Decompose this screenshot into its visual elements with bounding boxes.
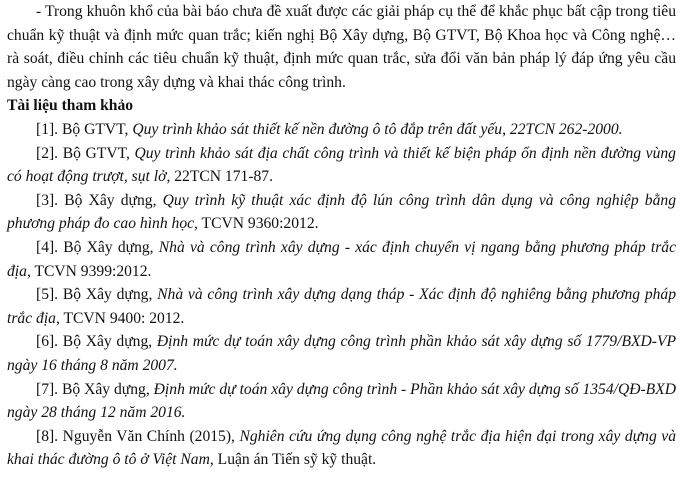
reference-title: Nghiên cứu ứng dụng công nghệ trắc địa hiện đại trong xây dựng và khai thác đường ô tô ở Việt Nam <box>7 427 677 469</box>
reference-item-6 <box>7 330 676 377</box>
reference-tail: , TCVN 9399:2012. <box>26 262 152 280</box>
reference-author: Bộ Xây dựng, <box>58 238 159 256</box>
reference-author: Bộ Xây dựng, <box>58 191 163 209</box>
reference-title: Nhà và công trình xây dựng - xác định chuyển vị ngang bằng phương pháp trắc địa <box>7 238 676 280</box>
reference-author: Bộ GTVT, <box>58 120 133 138</box>
reference-item-4 <box>7 236 676 283</box>
reference-number: [5]. <box>36 286 59 304</box>
reference-title: Định mức dự toán xây dựng công trình phần khảo sát xây dựng số 1779/BXD-VP ngày 16 tháng 8 năm 2007. <box>7 333 676 374</box>
reference-item-1 <box>7 118 676 142</box>
reference-item-8 <box>7 425 676 472</box>
reference-item-7 <box>7 378 676 425</box>
reference-title: Nhà và công trình xây dựng dạng tháp - Xác định độ nghiêng bằng phương pháp trắc địa <box>7 286 677 327</box>
reference-tail: , TCVN 9400: 2012. <box>55 309 185 327</box>
reference-tail: , 22TCN 171-87. <box>166 168 273 186</box>
reference-author: Bộ Xây dựng, <box>58 333 157 351</box>
reference-number: [7]. <box>36 380 59 398</box>
reference-item-5 <box>7 283 676 330</box>
intro-paragraph: - Trong khuôn khổ của bài báo chưa đề xuất được các giải pháp cụ thể để khắc phục bất cập trong tiêu chuẩn kỹ thuật và định mức quan trắc; kiến nghị Bộ Xây dựng, Bộ GTVT, Bộ Khoa học và Công nghệ… rà soát, điều chỉnh các tiêu chuẩn kỹ thuật, định mức quan trắc, sửa đổi văn bản pháp lý đáp ứng yêu cầu ngày càng cao trong xây dựng và khai thác công trình. <box>7 3 676 91</box>
reference-number: [3]. <box>36 191 59 209</box>
references-heading: Tài liệu tham khảo <box>7 97 134 115</box>
reference-number: [8]. <box>36 427 59 445</box>
reference-item-2 <box>7 142 676 189</box>
reference-number: [4]. <box>36 238 59 256</box>
reference-title: Quy trình khảo sát địa chất công trình và thiết kế biện pháp ổn định nền đường vùng có hoạt động trượt, sụt lở <box>7 144 676 186</box>
reference-number: [1]. <box>36 120 59 138</box>
reference-number: [6]. <box>36 333 59 351</box>
reference-author: Bộ Xây dựng, <box>58 286 158 304</box>
reference-author: Nguyễn Văn Chính (2015), <box>58 427 240 445</box>
reference-author: Bộ Xây dựng, <box>58 380 154 398</box>
reference-title: Quy trình kỹ thuật xác định độ lún công trình dân dụng và công nghiệp bằng phương pháp đo cao hình học <box>7 191 676 233</box>
reference-author: Bộ GTVT, <box>58 144 135 162</box>
reference-number: [2]. <box>36 144 59 162</box>
reference-tail: , Luận án Tiến sỹ kỹ thuật. <box>209 451 377 469</box>
reference-title: Định mức dự toán xây dựng công trình - Phần khảo sát xây dựng số 1354/QĐ-BXD ngày 28 tháng 12 năm 2016. <box>7 380 676 422</box>
reference-tail: , TCVN 9360:2012. <box>194 215 319 233</box>
reference-item-3 <box>7 189 676 236</box>
reference-title: Quy trình khảo sát thiết kế nền đường ô tô đắp trên đất yếu, 22TCN 262-2000. <box>132 120 623 138</box>
